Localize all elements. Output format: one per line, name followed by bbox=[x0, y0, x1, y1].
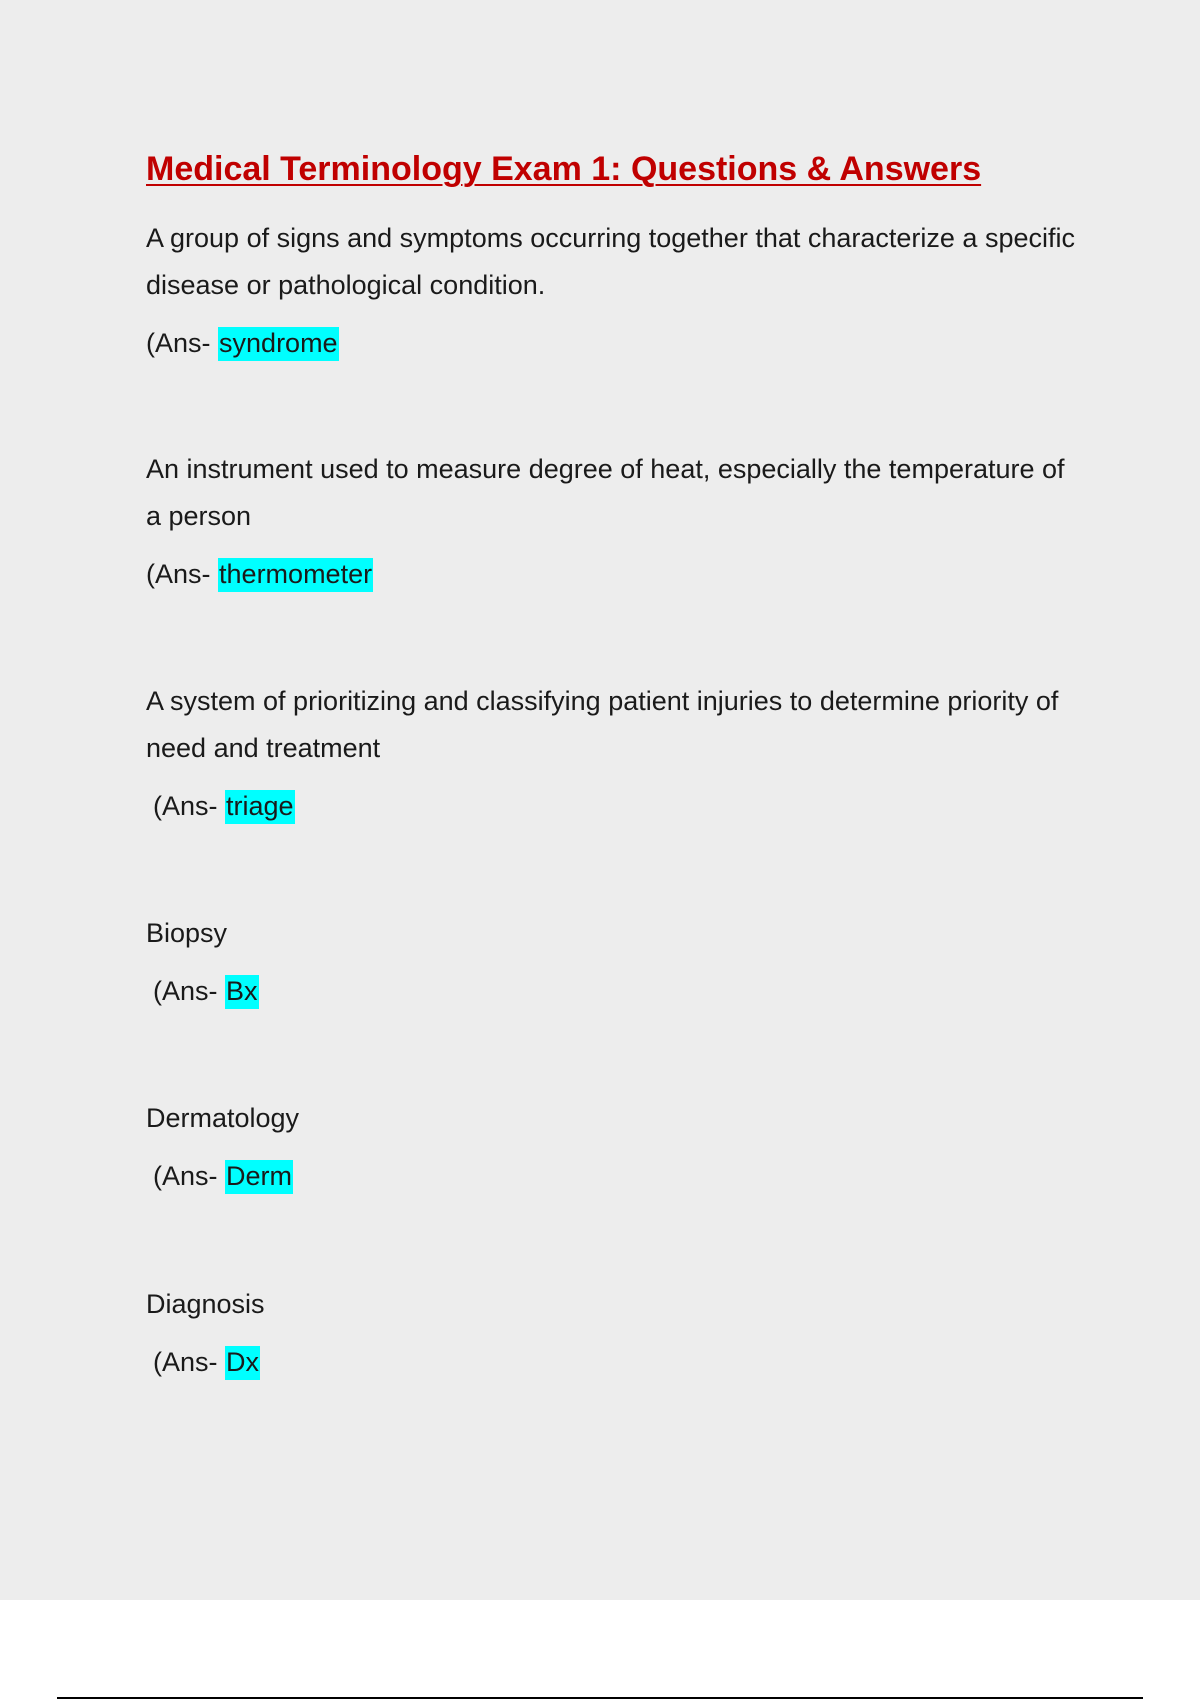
answer-prefix: (Ans- bbox=[153, 1347, 218, 1377]
answer-prefix: (Ans- bbox=[146, 559, 211, 589]
qa-item-triage bbox=[146, 678, 1076, 826]
answer-highlight: Bx bbox=[225, 975, 259, 1009]
question-text: Dermatology bbox=[146, 1103, 300, 1133]
answer-line bbox=[146, 971, 1076, 1011]
footer-divider bbox=[57, 1697, 1143, 1699]
question-text: A system of prioritizing and classifying patient injuries to determine priority of need and treatment bbox=[146, 686, 1059, 763]
answer-highlight: triage bbox=[225, 790, 295, 824]
answer-prefix: (Ans- bbox=[146, 328, 211, 358]
answer-line bbox=[146, 554, 1076, 594]
qa-item-syndrome bbox=[146, 215, 1076, 363]
answer-prefix: (Ans- bbox=[153, 1161, 218, 1191]
answer-highlight: Derm bbox=[225, 1160, 293, 1194]
question-text: Diagnosis bbox=[146, 1289, 265, 1319]
answer-line bbox=[146, 323, 1076, 363]
question-text: A group of signs and symptoms occurring together that characterize a specific disease or pathological condition. bbox=[146, 223, 1075, 300]
answer-highlight: syndrome bbox=[218, 327, 339, 361]
answer-line bbox=[146, 1342, 1076, 1382]
answer-prefix: (Ans- bbox=[153, 976, 218, 1006]
qa-item-diagnosis bbox=[146, 1281, 1076, 1382]
answer-prefix: (Ans- bbox=[153, 791, 218, 821]
answer-line bbox=[146, 786, 1076, 826]
qa-item-biopsy bbox=[146, 910, 1076, 1011]
qa-item-dermatology bbox=[146, 1095, 1076, 1196]
answer-highlight: Dx bbox=[225, 1346, 260, 1380]
question-text: Biopsy bbox=[146, 918, 228, 948]
document-title: Medical Terminology Exam 1: Questions & Answers bbox=[146, 150, 982, 188]
answer-highlight: thermometer bbox=[218, 558, 373, 592]
answer-line bbox=[146, 1156, 1076, 1196]
qa-item-thermometer bbox=[146, 446, 1076, 594]
question-text: An instrument used to measure degree of heat, especially the temperature of a person bbox=[146, 454, 1065, 531]
